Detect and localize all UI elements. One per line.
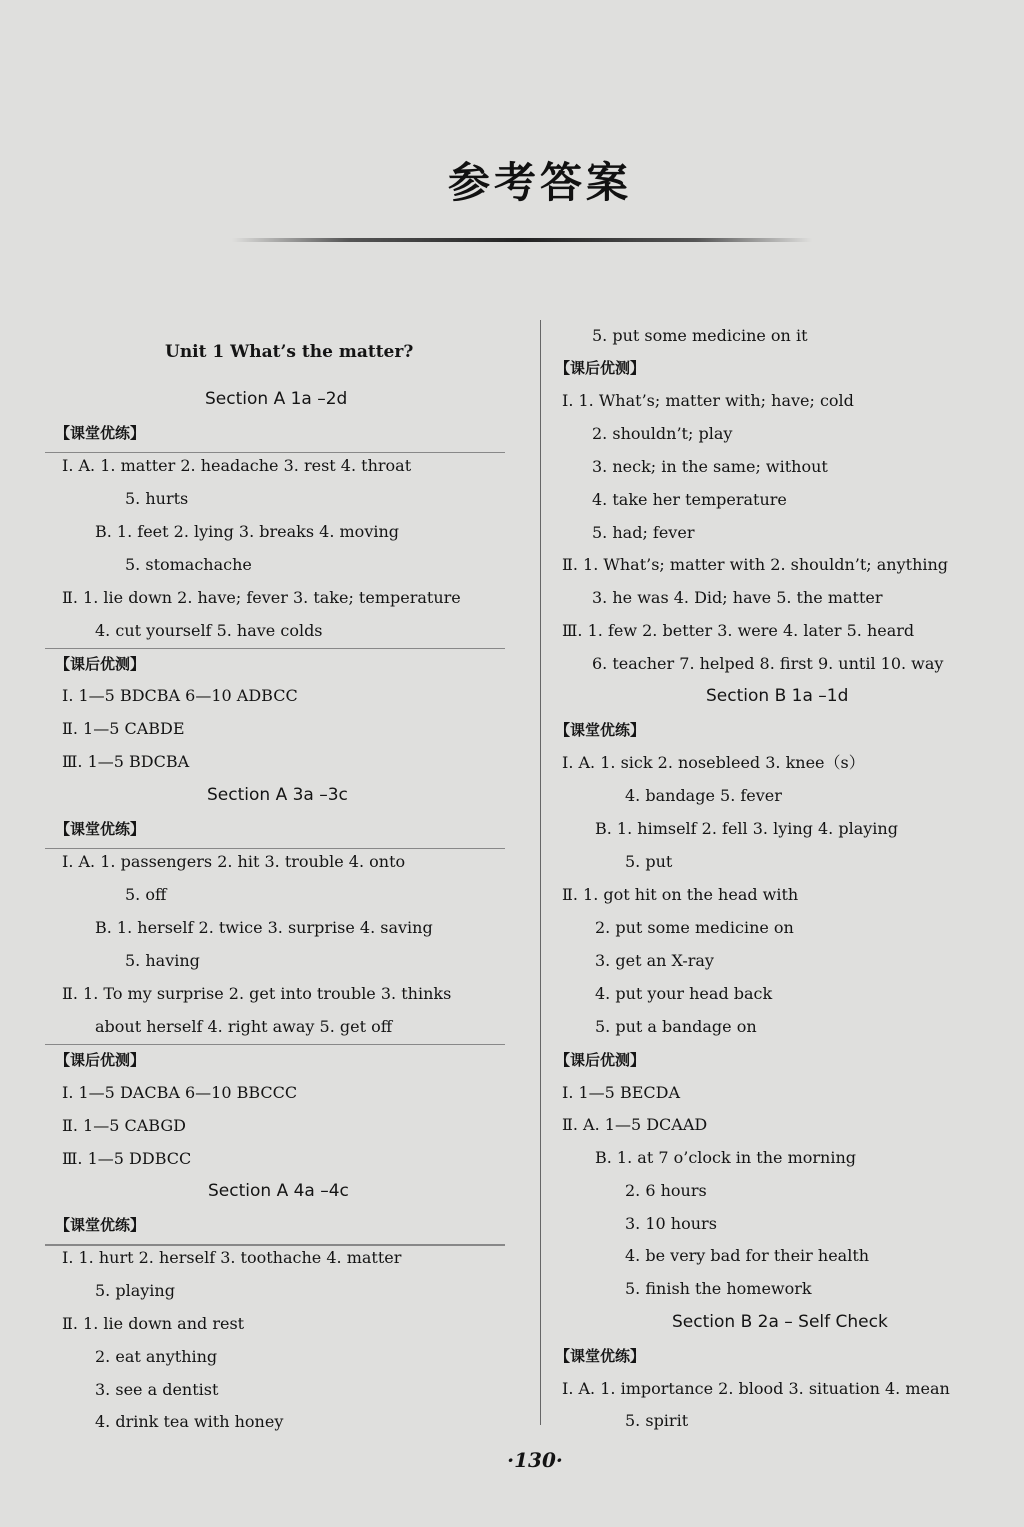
answer-line: Ⅰ. A. 1. sick 2. nosebleed 3. knee（s） [562, 753, 865, 772]
answer-line: Ⅱ. 1. got hit on the head with [562, 885, 799, 904]
section-heading: Section B 1a –1d [706, 686, 849, 706]
answer-line: 2. shouldn’t; play [592, 424, 733, 443]
answer-line: Ⅱ. 1—5 CABDE [62, 719, 185, 738]
answer-line: Ⅰ. 1—5 BECDA [562, 1083, 680, 1102]
exercise-label: 【课后优测】 [55, 1051, 146, 1069]
answer-line: 2. put some medicine on [595, 918, 794, 937]
answer-line: Ⅲ. 1—5 BDCBA [62, 752, 190, 771]
answer-line: 4. be very bad for their health [625, 1246, 870, 1265]
answer-line: 4. cut yourself 5. have colds [95, 621, 323, 640]
answer-line: 5. had; fever [592, 523, 695, 542]
section-heading: Section B 2a – Self Check [672, 1312, 888, 1332]
answer-line: Ⅱ. 1. To my surprise 2. get into trouble 3. thinks [62, 984, 452, 1003]
answer-line: Ⅰ. A. 1. importance 2. blood 3. situation 4. mean [562, 1379, 950, 1398]
answer-line: 5. stomachache [125, 555, 252, 574]
answer-line: Ⅱ. 1—5 CABGD [62, 1116, 186, 1135]
answer-line: 5. hurts [125, 489, 189, 508]
answer-line: Ⅰ. 1—5 BDCBA 6—10 ADBCC [62, 686, 298, 705]
answer-line: 2. eat anything [95, 1347, 218, 1366]
exercise-label: 【课堂优练】 [55, 424, 146, 442]
answer-line: 3. 10 hours [625, 1214, 717, 1233]
answer-line: 5. finish the homework [625, 1279, 812, 1298]
answer-line: 5. off [125, 885, 167, 904]
exercise-label: 【课后优测】 [55, 655, 146, 673]
answer-line: Ⅱ. 1. lie down 2. have; fever 3. take; temperature [62, 588, 461, 607]
answer-line: Ⅲ. 1. few 2. better 3. were 4. later 5. heard [562, 621, 915, 640]
answer-line: 3. get an X-ray [595, 951, 714, 970]
exercise-box [45, 848, 505, 1045]
exercise-label: 【课后优测】 [555, 1051, 646, 1069]
answer-line: 2. 6 hours [625, 1181, 707, 1200]
unit-title: Unit 1 What’s the matter? [165, 342, 414, 362]
section-heading: Section A 3a –3c [207, 785, 348, 805]
answer-line: 5. having [125, 951, 200, 970]
answer-line: 6. teacher 7. helped 8. first 9. until 10. way [592, 654, 944, 673]
exercise-label: 【课堂优练】 [55, 1216, 146, 1234]
answer-line: 4. bandage 5. fever [625, 786, 782, 805]
page-number: ·130· [507, 1448, 563, 1472]
answer-line: 3. neck; in the same; without [592, 457, 828, 476]
exercise-box [45, 452, 505, 649]
answer-line: B. 1. himself 2. fell 3. lying 4. playing [595, 819, 898, 838]
exercise-label: 【课后优测】 [555, 359, 646, 377]
answer-line: 3. he was 4. Did; have 5. the matter [592, 588, 883, 607]
column-divider [540, 320, 541, 1425]
answer-line: 5. spirit [625, 1411, 689, 1430]
exercise-label: 【课堂优练】 [555, 721, 646, 739]
answer-line: 5. playing [95, 1281, 175, 1300]
answer-line: 5. put [625, 852, 673, 871]
answer-line: 4. drink tea with honey [95, 1412, 284, 1431]
answer-line: Ⅱ. 1. What’s; matter with 2. shouldn’t; anything [562, 555, 949, 574]
title-rule [232, 238, 812, 242]
section-heading: Section A 1a –2d [205, 389, 348, 409]
answer-line: Ⅰ. 1. hurt 2. herself 3. toothache 4. matter [62, 1248, 402, 1267]
answer-line: B. 1. at 7 o’clock in the morning [595, 1148, 856, 1167]
exercise-label: 【课堂优练】 [555, 1347, 646, 1365]
answer-line: Ⅱ. A. 1—5 DCAAD [562, 1115, 708, 1134]
answer-line: about herself 4. right away 5. get off [95, 1017, 393, 1036]
page-title: 参考答案 [447, 158, 632, 207]
answer-line: 5. put a bandage on [595, 1017, 757, 1036]
answer-line: Ⅱ. 1. lie down and rest [62, 1314, 245, 1333]
exercise-label: 【课堂优练】 [55, 820, 146, 838]
answer-line: Ⅰ. A. 1. passengers 2. hit 3. trouble 4. onto [62, 852, 406, 871]
answer-line: B. 1. herself 2. twice 3. surprise 4. saving [95, 918, 433, 937]
answer-line: Ⅰ. 1—5 DACBA 6—10 BBCCC [62, 1083, 298, 1102]
exercise-box [45, 1244, 505, 1246]
answer-line: Ⅲ. 1—5 DDBCC [62, 1149, 192, 1168]
answer-line: 4. put your head back [595, 984, 773, 1003]
answer-line: 3. see a dentist [95, 1380, 219, 1399]
answer-line: Ⅰ. 1. What’s; matter with; have; cold [562, 391, 854, 410]
answer-line: Ⅰ. A. 1. matter 2. headache 3. rest 4. throat [62, 456, 412, 475]
section-heading: Section A 4a –4c [208, 1181, 349, 1201]
answer-line: B. 1. feet 2. lying 3. breaks 4. moving [95, 522, 400, 541]
answer-line: 4. take her temperature [592, 490, 787, 509]
answer-line: 5. put some medicine on it [592, 326, 808, 345]
